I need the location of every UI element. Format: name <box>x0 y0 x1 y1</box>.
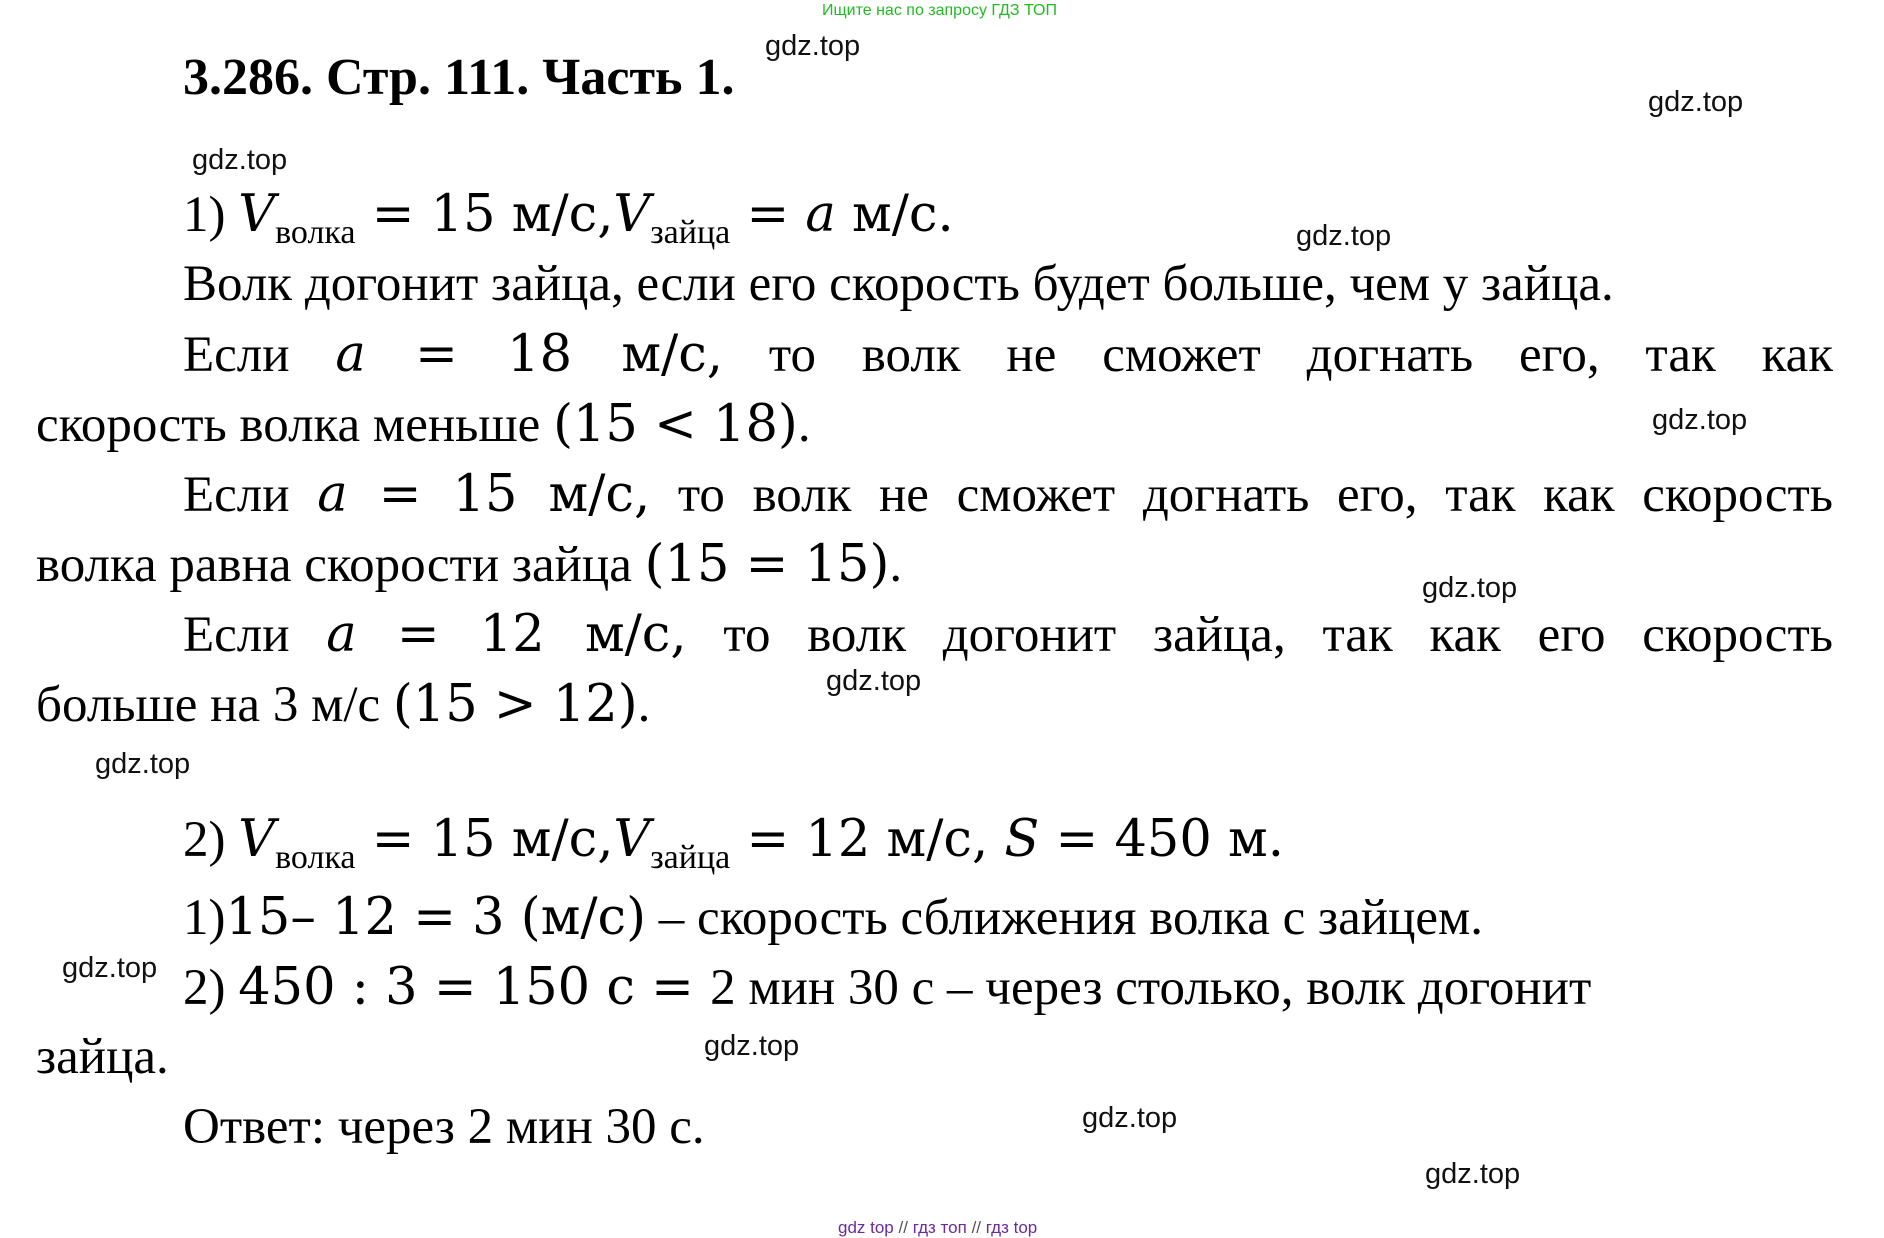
step-1 <box>183 888 1483 947</box>
subscript-wolf: волка <box>275 838 356 876</box>
step-number: 2) <box>183 960 239 1016</box>
answer: Ответ: через 2 мин 30 с. <box>183 1099 705 1155</box>
step-text: – скорость сближения волка с зайцем. <box>646 890 1484 946</box>
watermark: gdz.top <box>1648 86 1744 118</box>
case-12-line2: больше на 3 м/с (15 > 12). <box>36 675 651 734</box>
subscript-hare: зайца <box>650 838 731 876</box>
watermark: gdz.top <box>826 665 922 697</box>
footer-separator: // <box>971 1218 982 1237</box>
watermark: gdz.top <box>765 30 861 62</box>
watermark: gdz.top <box>1652 404 1748 436</box>
velocity-symbol: V <box>613 185 651 244</box>
wolf-speed: = 15 м/с, <box>355 185 614 244</box>
step-text: 2 мин 30 с – через столько, волк догонит <box>710 960 1592 1016</box>
step-2 <box>183 958 1591 1017</box>
distance-symbol: S <box>1004 810 1040 869</box>
watermark: gdz.top <box>192 144 288 176</box>
equals: = <box>730 185 806 244</box>
watermark: gdz.top <box>704 1030 800 1062</box>
velocity-symbol: V <box>613 810 651 869</box>
step-2-continuation: зайца. <box>36 1029 169 1085</box>
condition-line: Волк догонит зайца, если его скорость будет больше, чем у зайца. <box>183 256 1614 312</box>
watermark: gdz.top <box>62 952 158 984</box>
hare-speed: = 12 м/с, <box>730 810 1005 869</box>
case-15-line2: волка равна скорости зайца (15 = 15). <box>36 535 903 594</box>
comparison: (15 > 12) <box>392 675 638 734</box>
footer-links <box>838 1218 1037 1238</box>
case-12-line1: Если a = 12 м/с, то волк догонит зайца, так как его скорость <box>183 605 1833 664</box>
variable-a: a <box>317 465 348 524</box>
watermark: gdz.top <box>1422 572 1518 604</box>
item-number: 1) <box>183 187 226 243</box>
footer-link[interactable]: gdz top <box>838 1218 894 1237</box>
distance-value: = 450 м. <box>1039 810 1284 869</box>
watermark: gdz.top <box>1425 1158 1521 1190</box>
step-number: 1) <box>183 890 226 946</box>
footer-link[interactable]: гдз top <box>985 1218 1038 1237</box>
watermark: gdz.top <box>1296 220 1392 252</box>
watermark: gdz.top <box>95 748 191 780</box>
item-number: 2) <box>183 812 239 868</box>
wolf-speed: = 15 м/с, <box>355 810 614 869</box>
top-banner[interactable]: Ищите нас по запросу ГДЗ ТОП <box>822 2 1057 19</box>
variable-a: a <box>326 605 357 664</box>
case-value: = 18 м/с, <box>365 325 723 384</box>
velocity-symbol: V <box>238 185 276 244</box>
part2-given <box>183 810 1284 877</box>
part1-given <box>183 185 954 252</box>
case-18-line1: Если a = 18 м/с, то волк не сможет догнать его, так как <box>183 325 1834 384</box>
case-15-line1: Если a = 15 м/с, то волк не сможет догнать его, так как скорость <box>183 465 1833 524</box>
comparison: (15 = 15) <box>644 535 890 594</box>
step-formula: 15– 12 = 3 (м/с) <box>225 888 647 947</box>
case-value: = 15 м/с, <box>347 465 651 524</box>
subscript-wolf: волка <box>275 213 356 251</box>
case-18-line2: скорость волка меньше (15 < 18). <box>36 395 811 454</box>
step-formula: 450 : 3 = 150 с = <box>238 958 711 1017</box>
page-title: 3.286. Стр. 111. Часть 1. <box>183 49 735 106</box>
footer-link[interactable]: гдз топ <box>912 1218 967 1237</box>
variable-a: a <box>335 325 366 384</box>
comparison: (15 < 18) <box>553 395 798 454</box>
case-value: = 12 м/с, <box>356 605 687 664</box>
footer-separator: // <box>898 1218 908 1237</box>
variable-a: a <box>805 185 836 244</box>
watermark: gdz.top <box>1082 1102 1178 1134</box>
unit: м/с. <box>835 185 954 244</box>
velocity-symbol: V <box>238 810 276 869</box>
subscript-hare: зайца <box>650 213 731 251</box>
